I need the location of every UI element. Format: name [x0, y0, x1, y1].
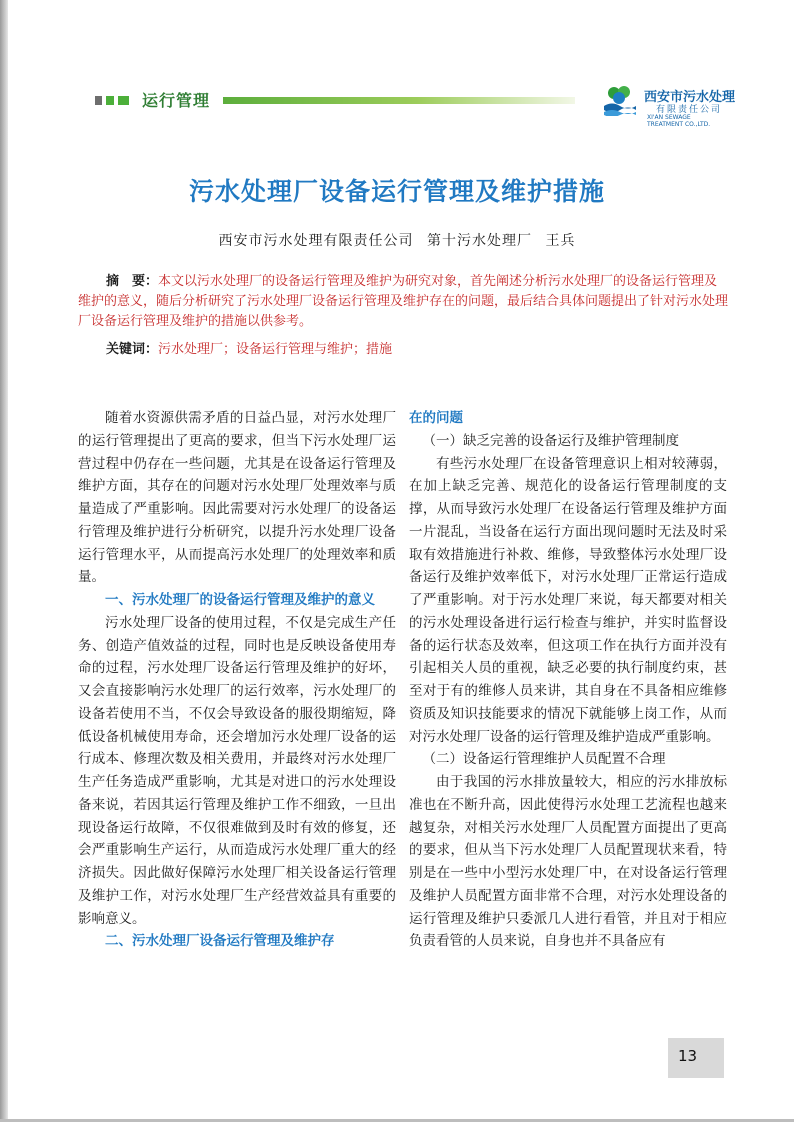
company-name-en-line2: TREATMENT CO.,LTD. [647, 121, 711, 128]
abstract-text: 本文以污水处理厂的设备运行管理及维护为研究对象，首先阐述分析污水处理厂的设备运行管理及维护的意义，随后分析研究了污水处理厂设备运行管理及维护存在的问题，最后结合具体问题提出了针对污水处理厂设备运行管理及维护的措施以供参考。 [78, 274, 729, 329]
company-name-cn-sub: 有限责任公司 [656, 105, 723, 115]
page-number: 13 [678, 1047, 698, 1065]
subsection-2-2-paragraph: 由于我国的污水排放量较大，相应的污水排放标准也在不断升高，因此使得污水处理工艺流程也越来越复杂，对相关污水处理厂人员配置方面提出了更高的要求，但从当下污水处理厂人员配置现状来看，特别是在一些中小型污水处理厂中，在对设备运行管理及维护人员配置方面非常不合理，对污水处理设备的运行管理及维护只委派几人进行看管，并且对于相应负责看管的人员来说，自身也并不具备应有 [409, 774, 727, 950]
page-edge-shadow [0, 0, 8, 1122]
right-column [409, 407, 727, 953]
header-square-green-large [118, 96, 129, 105]
company-name-en [647, 114, 710, 128]
section-label: 运行管理 [142, 91, 211, 110]
keywords-text: 污水处理厂；设备运行管理与维护；措施 [158, 342, 393, 357]
header-squares [95, 96, 135, 105]
author-line [0, 230, 794, 250]
abstract-label: 摘 要： [106, 274, 159, 289]
subsection-heading-2-2: （二）设备运行管理维护人员配置不合理 [422, 751, 666, 768]
intro-paragraph: 随着水资源供需矛盾的日益凸显，对污水处理厂的运行管理提出了更高的要求，但当下污水处理厂运营过程中仍存在一些问题，尤其是在设备运行管理及维护方面，其存在的问题对污水处理厂处理效率与质量造成了严重影响。因此需要对污水处理厂的设备运行管理及维护进行分析研究，以提升污水处理厂设备运行管理水平，从而提高污水处理厂的处理效率和质量。 [78, 410, 396, 586]
section-heading-1: 一、污水处理厂的设备运行管理及维护的意义 [105, 592, 375, 608]
subsection-heading-2-1: （一）缺乏完善的设备运行及维护管理制度 [422, 432, 679, 449]
company-name-en-line1: XI'AN SEWAGE [647, 114, 691, 121]
header-square-green [106, 96, 114, 105]
page-number-box [668, 1038, 724, 1078]
section-heading-2: 二、污水处理厂设备运行管理及维护存 [105, 933, 335, 950]
company-name-cn: 西安市污水处理 [644, 90, 736, 105]
company-logo-icon [602, 84, 638, 116]
section-heading-2-continued: 在的问题 [409, 410, 463, 426]
author-company: 西安市污水处理有限责任公司 [218, 233, 414, 249]
article-title: 污水处理厂设备运行管理及维护措施 [188, 177, 605, 206]
keywords-label: 关键词： [106, 342, 159, 357]
author-plant: 第十污水处理厂 [427, 233, 532, 249]
header-square-gray [95, 96, 102, 105]
header-gradient-bar [223, 97, 575, 104]
abstract [78, 272, 728, 332]
subsection-2-1-paragraph: 有些污水处理厂在设备管理意识上相对较薄弱，在加上缺乏完善、规范化的设备运行管理制度的支撑，从而导致污水处理厂在设备运行管理及维护方面一片混乱，当设备在运行方面出现问题时无法及时采取有效措施进行补救、维修，导致整体污水处理厂设备运行及维护效率低下，对污水处理厂正常运行造成了严重影响。对于污水处理厂来说，每天都要对相关的污水处理设备进行运行检查与维护，并实时监督设备的运行状态及效率，但这项工作在执行方面并没有引起相关人员的重视，缺乏必要的执行制度约束，甚至对于有的维修人员来讲，其自身在不具备相应维修资质及知识技能要求的情况下就能够上岗工作，从而对污水处理厂设备的运行管理及维护造成严重影响。 [409, 455, 727, 745]
section-1-paragraph: 污水处理厂设备的使用过程，不仅是完成生产任务、创造产值效益的过程，同时也是反映设备使用寿命的过程，污水处理厂设备运行管理及维护的好坏，又会直接影响污水处理厂的运行效率，污水处理厂的设备若使用不当，不仅会导致设备的服役期缩短，降低设备机械使用寿命，还会增加污水处理厂设备的运行成本、修理次数及相关费用，并最终对污水处理厂生产任务造成严重影响，尤其是对进口的污水处理设备来说，若因其运行管理及维护工作不细致，一旦出现设备运行故障，不仅很难做到及时有效的修复，还会严重影响生产运行，从而造成污水处理厂重大的经济损失。因此做好保障污水处理厂相关设备运行管理及维护工作，对污水处理厂生产经营效益具有重要的影响意义。 [78, 614, 396, 927]
keywords [106, 340, 726, 360]
author-name: 王兵 [545, 233, 576, 249]
left-column [78, 407, 396, 953]
